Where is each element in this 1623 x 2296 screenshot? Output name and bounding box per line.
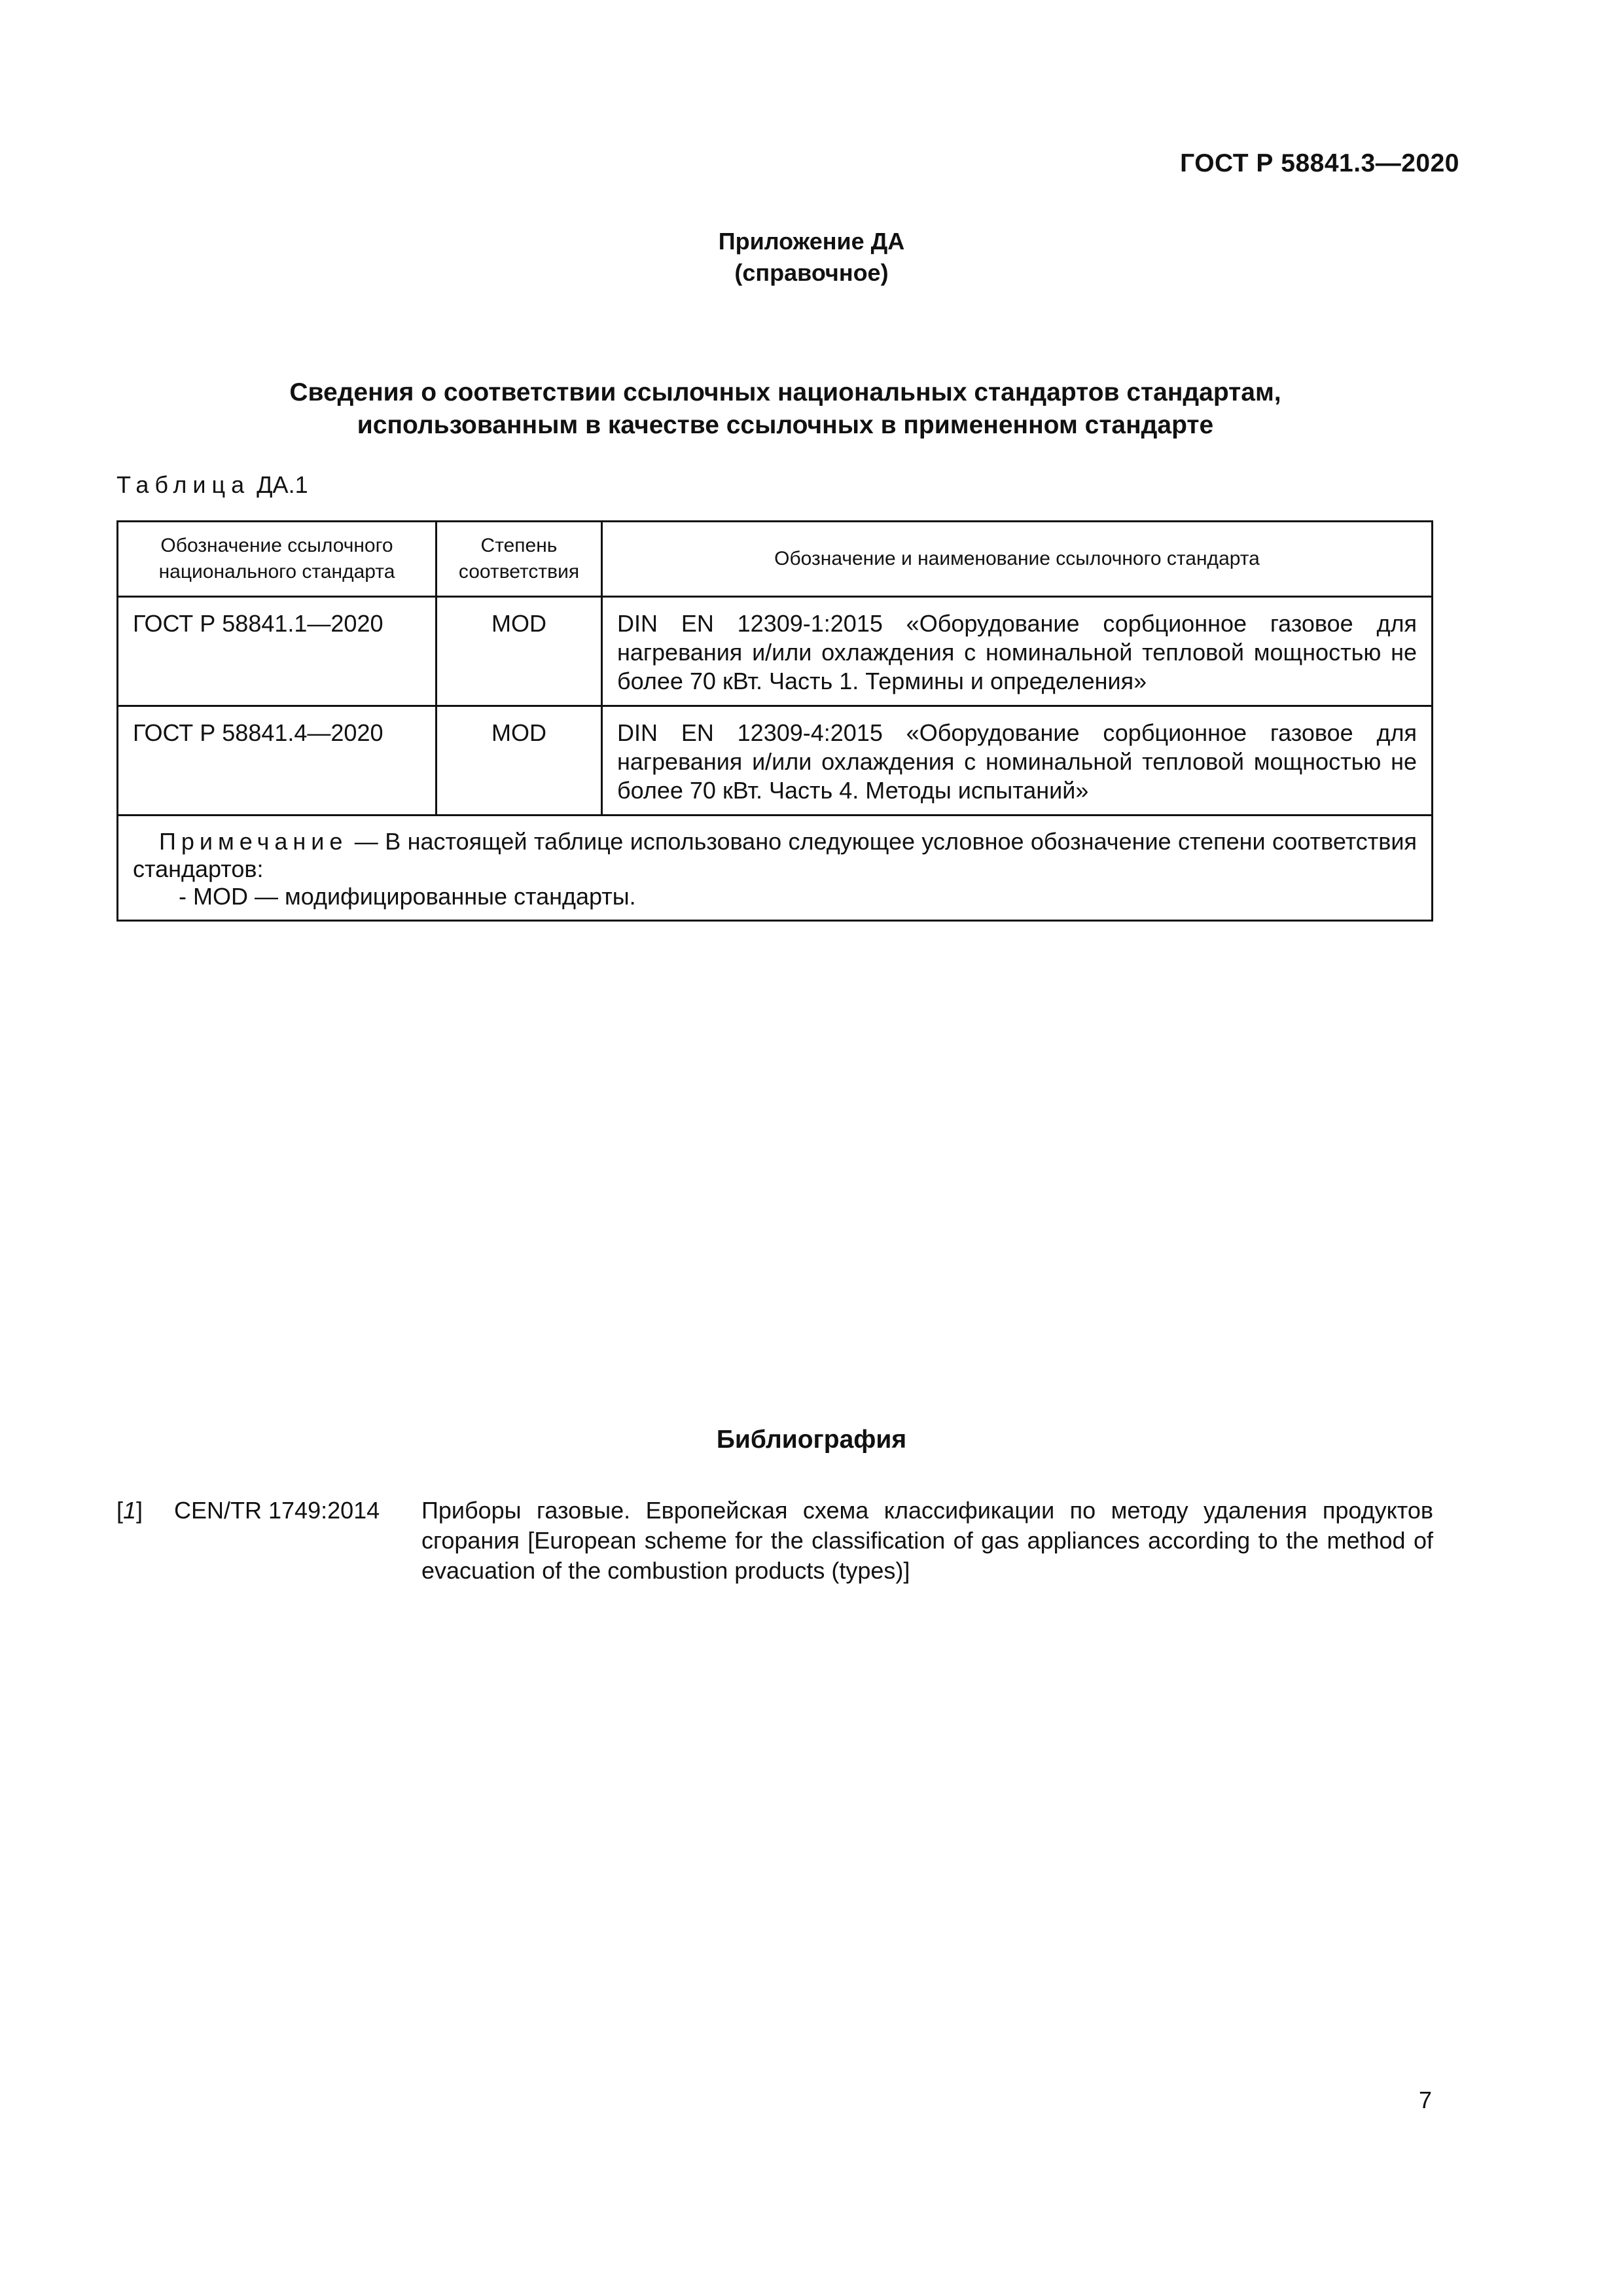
appendix-subtitle: (справочное): [734, 259, 889, 286]
table-row: [118, 597, 1433, 706]
appendix-heading: [0, 226, 1623, 289]
table-caption-number: ДА.1: [257, 471, 308, 498]
cell-degree: MOD: [437, 706, 602, 816]
header-national-standard: Обозначение ссылочного национального стандарта: [118, 522, 437, 597]
section-title: [131, 376, 1440, 442]
header-reference-standard: Обозначение и наименование ссылочного стандарта: [602, 522, 1433, 597]
cell-national-standard: ГОСТ Р 58841.1—2020: [118, 597, 437, 706]
note-item: - MOD — модифицированные стандарты.: [179, 883, 636, 910]
page-number: 7: [1418, 2087, 1432, 2113]
table-header-row: [118, 522, 1433, 597]
cell-reference-standard: DIN EN 12309-4:2015 «Оборудование сорбционное газовое для нагревания и/или охлаждения с номинальной тепловой мощностью не более 70 кВт. Часть 4. Методы испытаний»: [602, 706, 1433, 816]
appendix-title: Приложение ДА: [718, 228, 905, 255]
bibliography-title: Библиография: [716, 1426, 907, 1454]
table-row: [118, 706, 1433, 816]
section-title-line1: Сведения о соответствии ссылочных национальных стандартов стандартам,: [289, 378, 1281, 406]
cell-reference-standard: DIN EN 12309-1:2015 «Оборудование сорбционное газовое для нагревания и/или охлаждения с номинальной тепловой мощностью не более 70 кВт. Часть 1. Термины и определения»: [602, 597, 1433, 706]
table-caption: [116, 471, 308, 499]
table-note-row: [118, 816, 1433, 921]
note-body: — В настоящей таблице использовано следующее условное обозначение степени соответствия стандартов:: [133, 828, 1417, 882]
bibliography-entry-code: CEN/TR 1749:2014: [174, 1497, 380, 1524]
header-degree: Степень соответствия: [437, 522, 602, 597]
bibliography-entry-text: Приборы газовые. Европейская схема классификации по методу удаления продуктов сгорания [European scheme for the classification of gas appliances according to the method of evacuation of the combustion products (types)]: [421, 1497, 1433, 1584]
note-label: Примечание: [159, 828, 348, 855]
cell-national-standard: ГОСТ Р 58841.4—2020: [118, 706, 437, 816]
cell-degree: MOD: [437, 597, 602, 706]
section-title-line2: использованным в качестве ссылочных в примененном стандарте: [357, 411, 1214, 439]
document-code: ГОСТ Р 58841.3—2020: [1180, 149, 1459, 177]
reference-standards-table: [116, 520, 1433, 922]
table-caption-label: Таблица: [116, 471, 251, 498]
bibliography-entry-number: [1]: [116, 1497, 143, 1524]
table-note: [118, 816, 1433, 921]
note-text: [133, 828, 1417, 883]
